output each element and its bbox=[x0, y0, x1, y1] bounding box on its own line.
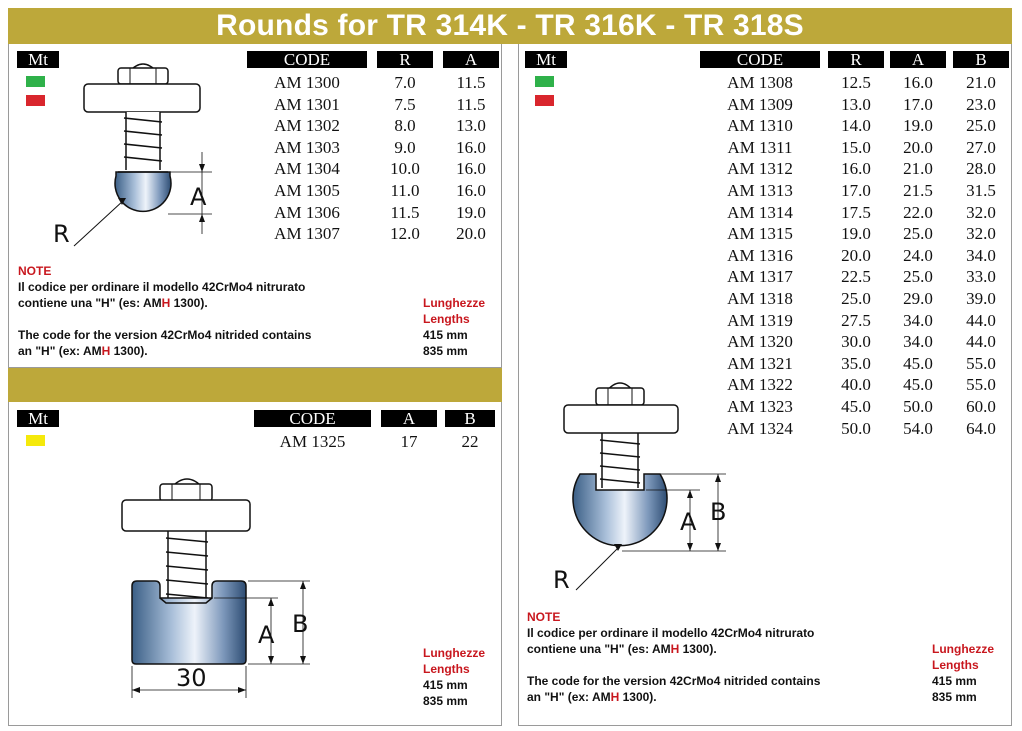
dimension-a-label: A bbox=[680, 508, 697, 536]
dimension-a-label: A bbox=[190, 183, 207, 211]
table-cell-code: AM 1320 bbox=[727, 332, 793, 352]
table-cell-code: AM 1317 bbox=[727, 267, 793, 287]
table-cell-a: 20.0 bbox=[456, 224, 486, 244]
note-it-line1: Il codice per ordinare il modello 42CrMo4 nitrurato bbox=[527, 626, 815, 640]
table-cell-a: 11.5 bbox=[456, 94, 486, 114]
header-b: B bbox=[445, 410, 495, 427]
note-title: NOTE bbox=[18, 264, 52, 278]
note-it-line1: Il codice per ordinare il modello 42CrMo4 nitrurato bbox=[18, 280, 306, 294]
table-cell-r: 19.0 bbox=[841, 224, 871, 244]
note-it-line2: contiene una "H" (es: AMH 1300). bbox=[18, 296, 208, 310]
table-cell-r: 45.0 bbox=[841, 397, 871, 416]
table-cell-code: AM 1304 bbox=[274, 159, 340, 179]
header-code: CODE bbox=[254, 410, 371, 427]
table-cell-b: 22 bbox=[461, 432, 479, 451]
table-cell-r: 12.5 bbox=[841, 73, 871, 92]
table-cell-r: 11.5 bbox=[390, 202, 420, 222]
table-cell-b: 60.0 bbox=[966, 397, 996, 416]
table-cell-code: AM 1323 bbox=[727, 397, 793, 416]
table-cell-b: 27.0 bbox=[966, 137, 996, 157]
table-cell-a: 29.0 bbox=[903, 289, 933, 308]
note-en-line2: an "H" (ex: AMH 1300). bbox=[18, 344, 148, 358]
header-a: A bbox=[443, 51, 499, 68]
table-cell-b: 55.0 bbox=[966, 375, 996, 395]
table-cell-r: 7.0 bbox=[394, 73, 416, 92]
table-cell-a: 16.0 bbox=[903, 73, 933, 92]
header-code: CODE bbox=[247, 51, 367, 68]
table-cell-a: 13.0 bbox=[456, 116, 486, 136]
table-cell-r: 7.5 bbox=[394, 94, 416, 114]
table-cell-code: AM 1313 bbox=[727, 181, 793, 200]
dimension-b-label: B bbox=[710, 498, 727, 526]
table-cell-code: AM 1316 bbox=[727, 245, 793, 265]
table-cell-b: 23.0 bbox=[966, 94, 996, 114]
table-cell-r: 20.0 bbox=[841, 245, 871, 265]
table-cell-b: 21.0 bbox=[966, 73, 996, 92]
table-cell-b: 33.0 bbox=[966, 267, 996, 287]
table-cell-a: 16.0 bbox=[456, 137, 486, 157]
note-title: NOTE bbox=[527, 610, 561, 624]
table-cell-code: AM 1312 bbox=[727, 159, 793, 179]
table-cell-code: AM 1307 bbox=[274, 224, 340, 244]
table-cell-b: 25.0 bbox=[966, 116, 996, 136]
table-cell-r: 16.0 bbox=[841, 159, 871, 179]
radius-label: R bbox=[53, 220, 70, 248]
table-cell-code: AM 1302 bbox=[274, 116, 340, 136]
table-cell-code: AM 1318 bbox=[727, 289, 793, 308]
table-cell-code: AM 1314 bbox=[727, 202, 793, 222]
table-cell-a: 19.0 bbox=[456, 202, 486, 222]
header-code: CODE bbox=[700, 51, 820, 68]
table-cell-r: 13.0 bbox=[841, 94, 871, 114]
header-r: R bbox=[828, 51, 884, 68]
lengths-block-2: Lunghezze Lengths 415 mm 835 mm bbox=[932, 642, 994, 704]
table-cell-r: 15.0 bbox=[841, 137, 871, 157]
table-cell-r: 25.0 bbox=[841, 289, 871, 308]
table-cell-code: AM 1321 bbox=[727, 353, 793, 373]
table-cell-a: 17.0 bbox=[903, 94, 933, 114]
header-a: A bbox=[381, 410, 437, 427]
table-cell-b: 55.0 bbox=[966, 353, 996, 373]
table-cell-a: 34.0 bbox=[903, 310, 933, 330]
header-b: B bbox=[953, 51, 1009, 68]
table-cell-b: 44.0 bbox=[966, 332, 996, 352]
table-cell-a: 25.0 bbox=[903, 224, 933, 244]
header-mt: Mt bbox=[17, 410, 59, 427]
table-cell-code: AM 1324 bbox=[727, 418, 793, 438]
table-cell-b: 32.0 bbox=[966, 202, 996, 222]
header-r: R bbox=[377, 51, 433, 68]
table-cell-b: 28.0 bbox=[966, 159, 996, 179]
page-title: Rounds for TR 314K - TR 316K - TR 318S bbox=[216, 9, 804, 42]
table-cell-b: 64.0 bbox=[966, 418, 996, 438]
table-cell-r: 8.0 bbox=[394, 116, 416, 136]
table-cell-code: AM 1325 bbox=[279, 432, 346, 451]
table-cell-r: 12.0 bbox=[390, 224, 420, 244]
table-cell-a: 11.5 bbox=[456, 73, 486, 92]
width-label: 30 bbox=[176, 664, 207, 692]
table-cell-a: 24.0 bbox=[903, 245, 933, 265]
table-cell-r: 17.0 bbox=[841, 181, 871, 200]
header-mt: Mt bbox=[525, 51, 567, 68]
table-cell-b: 34.0 bbox=[966, 245, 996, 265]
table-cell-r: 40.0 bbox=[841, 375, 871, 395]
table-cell-code: AM 1305 bbox=[274, 181, 340, 200]
note-en-line1: The code for the version 42CrMo4 nitrided contains bbox=[527, 674, 821, 688]
table-cell-a: 16.0 bbox=[456, 181, 486, 200]
table-cell-b: 44.0 bbox=[966, 310, 996, 330]
table-cell-b: 39.0 bbox=[966, 289, 996, 308]
table-cell-code: AM 1319 bbox=[727, 310, 793, 330]
table-cell-r: 22.5 bbox=[841, 267, 871, 287]
dimension-b-label: B bbox=[292, 610, 309, 638]
table-cell-a: 45.0 bbox=[903, 353, 933, 373]
note-en-line1: The code for the version 42CrMo4 nitrided contains bbox=[18, 328, 312, 342]
lengths-block-1: Lunghezze Lengths 415 mm 835 mm bbox=[423, 296, 485, 358]
table-cell-r: 10.0 bbox=[390, 159, 420, 179]
flat-round-diagram bbox=[0, 0, 340, 720]
table-cell-code: AM 1303 bbox=[274, 137, 340, 157]
table-cell-r: 35.0 bbox=[841, 353, 871, 373]
table-cell-r: 30.0 bbox=[841, 332, 871, 352]
table-cell-r: 14.0 bbox=[841, 116, 871, 136]
table-cell-code: AM 1310 bbox=[727, 116, 793, 136]
table-cell-a: 50.0 bbox=[903, 397, 933, 416]
table-cell-b: 31.5 bbox=[966, 181, 996, 200]
note-block-2 bbox=[527, 609, 917, 705]
table-cell-r: 11.0 bbox=[390, 181, 420, 200]
table-cell-code: AM 1308 bbox=[727, 73, 793, 92]
note-en-line2: an "H" (ex: AMH 1300). bbox=[527, 690, 657, 704]
table-cell-a: 21.5 bbox=[903, 181, 933, 200]
table-cell-r: 27.5 bbox=[841, 310, 871, 330]
table-cell-a: 16.0 bbox=[456, 159, 486, 179]
table-cell-a: 17 bbox=[400, 432, 418, 451]
table-cell-code: AM 1322 bbox=[727, 375, 793, 395]
table-cell-a: 45.0 bbox=[903, 375, 933, 395]
table-cell-b: 32.0 bbox=[966, 224, 996, 244]
table-cell-r: 50.0 bbox=[841, 418, 871, 438]
table-cell-code: AM 1306 bbox=[274, 202, 340, 222]
table-cell-a: 19.0 bbox=[903, 116, 933, 136]
header-a: A bbox=[890, 51, 946, 68]
header-mt: Mt bbox=[17, 51, 59, 68]
table-cell-a: 34.0 bbox=[903, 332, 933, 352]
table-cell-a: 21.0 bbox=[903, 159, 933, 179]
table-cell-code: AM 1300 bbox=[274, 73, 340, 92]
table-cell-code: AM 1301 bbox=[274, 94, 340, 114]
table-cell-a: 25.0 bbox=[903, 267, 933, 287]
table-cell-code: AM 1315 bbox=[727, 224, 793, 244]
table-cell-a: 20.0 bbox=[903, 137, 933, 157]
table-cell-r: 9.0 bbox=[394, 137, 416, 157]
note-it-line2: contiene una "H" (es: AMH 1300). bbox=[527, 642, 717, 656]
table-cell-code: AM 1309 bbox=[727, 94, 793, 114]
dimension-a-label: A bbox=[258, 621, 275, 649]
radius-label: R bbox=[553, 566, 570, 594]
table-cell-a: 22.0 bbox=[903, 202, 933, 222]
lengths-block-3: Lunghezze Lengths 415 mm 835 mm bbox=[423, 646, 485, 708]
table-cell-r: 17.5 bbox=[841, 202, 871, 222]
table-cell-a: 54.0 bbox=[903, 418, 933, 438]
table-cell-code: AM 1311 bbox=[727, 137, 793, 157]
